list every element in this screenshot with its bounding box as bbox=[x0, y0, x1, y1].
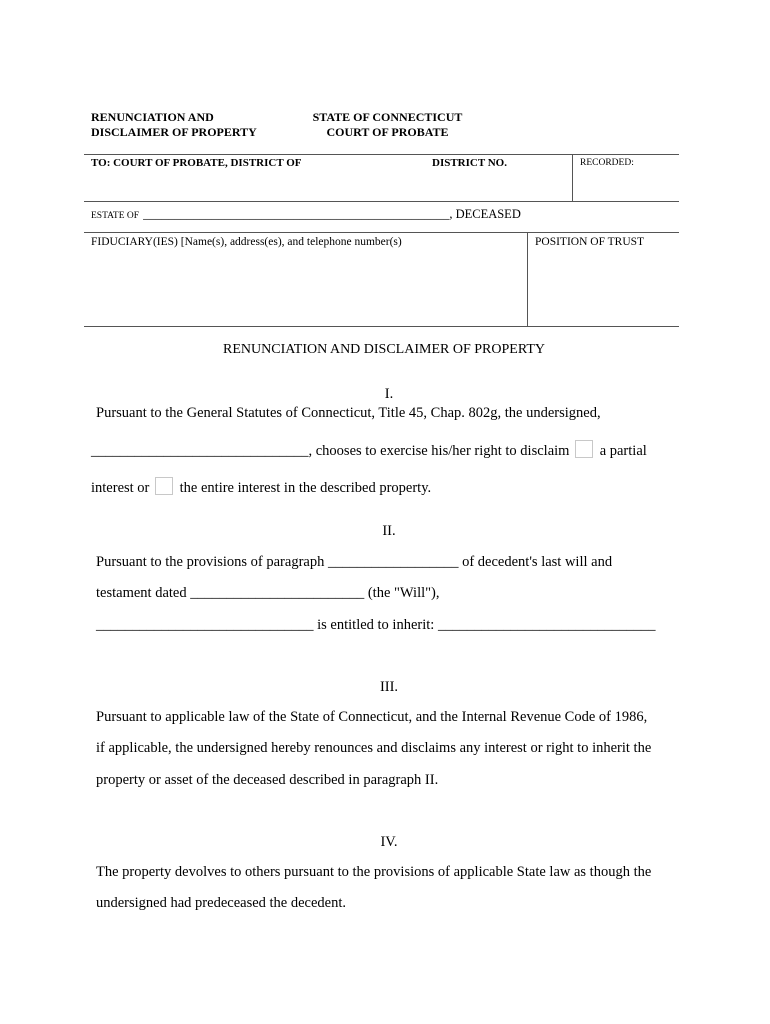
document-title: RENUNCIATION AND DISCLAIMER OF PROPERTY bbox=[223, 342, 545, 357]
section-4-numeral: IV. bbox=[380, 834, 398, 850]
paragraph-label: Pursuant to the provisions of paragraph bbox=[96, 554, 328, 570]
deceased-label: , DECEASED bbox=[449, 207, 521, 221]
position-of-trust-label: POSITION OF TRUST bbox=[535, 236, 645, 248]
form-title-line2: DISCLAIMER OF PROPERTY bbox=[91, 125, 257, 139]
will-date-field[interactable]: ________________________ bbox=[190, 585, 365, 601]
section-3-line-2: if applicable, the undersigned hereby renounces and disclaims any interest or right to inherit the bbox=[96, 740, 652, 756]
entitled-to-inherit-label: is entitled to inherit: bbox=[313, 617, 438, 633]
inheritance-field[interactable]: ______________________________ bbox=[437, 617, 656, 633]
court-name: COURT OF PROBATE bbox=[326, 125, 449, 139]
position-of-trust-field[interactable] bbox=[532, 252, 672, 322]
recorded-label: RECORDED: bbox=[580, 158, 634, 168]
section-1-line-3 bbox=[91, 477, 431, 497]
section-4-line-2: undersigned had predeceased the decedent. bbox=[96, 895, 347, 911]
section-2-line-2 bbox=[96, 585, 440, 602]
disclaimant-name-field[interactable]: ______________________________ bbox=[91, 443, 309, 459]
fiduciary-row-border bbox=[84, 326, 679, 327]
testament-dated-label: testament dated bbox=[96, 585, 191, 601]
partial-interest-checkbox[interactable] bbox=[575, 440, 593, 458]
interest-or-label: interest or bbox=[91, 480, 150, 496]
court-heading bbox=[300, 110, 475, 140]
fiduciary-field[interactable] bbox=[90, 252, 520, 322]
section-1-numeral: I. bbox=[384, 386, 394, 402]
section-4-line-1: The property devolves to others pursuant to the provisions of applicable State law as though the bbox=[96, 864, 652, 880]
partial-interest-label: a partial bbox=[599, 443, 647, 459]
estate-row bbox=[91, 205, 521, 223]
estate-row-border bbox=[84, 232, 679, 233]
section-2-line-1 bbox=[96, 554, 612, 571]
form-title-line1: RENUNCIATION AND bbox=[91, 110, 214, 124]
entire-interest-checkbox[interactable] bbox=[155, 477, 173, 495]
paragraph-number-field[interactable]: __________________ bbox=[327, 554, 459, 570]
disclaim-text: , chooses to exercise his/her right to disclaim bbox=[308, 443, 570, 459]
last-will-text: of decedent's last will and bbox=[458, 554, 613, 570]
fiduciary-label: FIDUCIARY(IES) [Name(s), address(es), and telephone number(s) bbox=[91, 236, 402, 248]
court-district-label: TO: COURT OF PROBATE, DISTRICT OF bbox=[91, 157, 302, 169]
section-3-line-3: property or asset of the deceased described in paragraph II. bbox=[96, 772, 439, 788]
section-1-line-2 bbox=[91, 440, 647, 460]
section-3-numeral: III. bbox=[379, 679, 399, 695]
section-2-numeral: II. bbox=[382, 523, 396, 539]
position-divider bbox=[527, 232, 528, 326]
section-1-line-1: Pursuant to the General Statutes of Connecticut, Title 45, Chap. 802g, the undersigned, bbox=[96, 405, 601, 421]
estate-name-field[interactable]: _________________________________________________ bbox=[143, 207, 450, 221]
table-top-border bbox=[84, 154, 679, 155]
estate-label: ESTATE OF bbox=[91, 211, 140, 221]
state-name: STATE OF CONNECTICUT bbox=[312, 110, 463, 124]
entire-interest-label: the entire interest in the described property. bbox=[179, 480, 432, 496]
section-3-line-1: Pursuant to applicable law of the State of Connecticut, and the Internal Revenue Code of 1986, bbox=[96, 709, 648, 725]
the-will-label: (the "Will"), bbox=[364, 585, 440, 601]
beneficiary-field[interactable]: ______________________________ bbox=[96, 617, 314, 633]
recorded-divider bbox=[572, 154, 573, 201]
section-2-line-3 bbox=[96, 617, 655, 634]
district-number-label: DISTRICT NO. bbox=[432, 157, 507, 169]
court-row-border bbox=[84, 201, 679, 202]
form-title-left bbox=[91, 110, 257, 140]
